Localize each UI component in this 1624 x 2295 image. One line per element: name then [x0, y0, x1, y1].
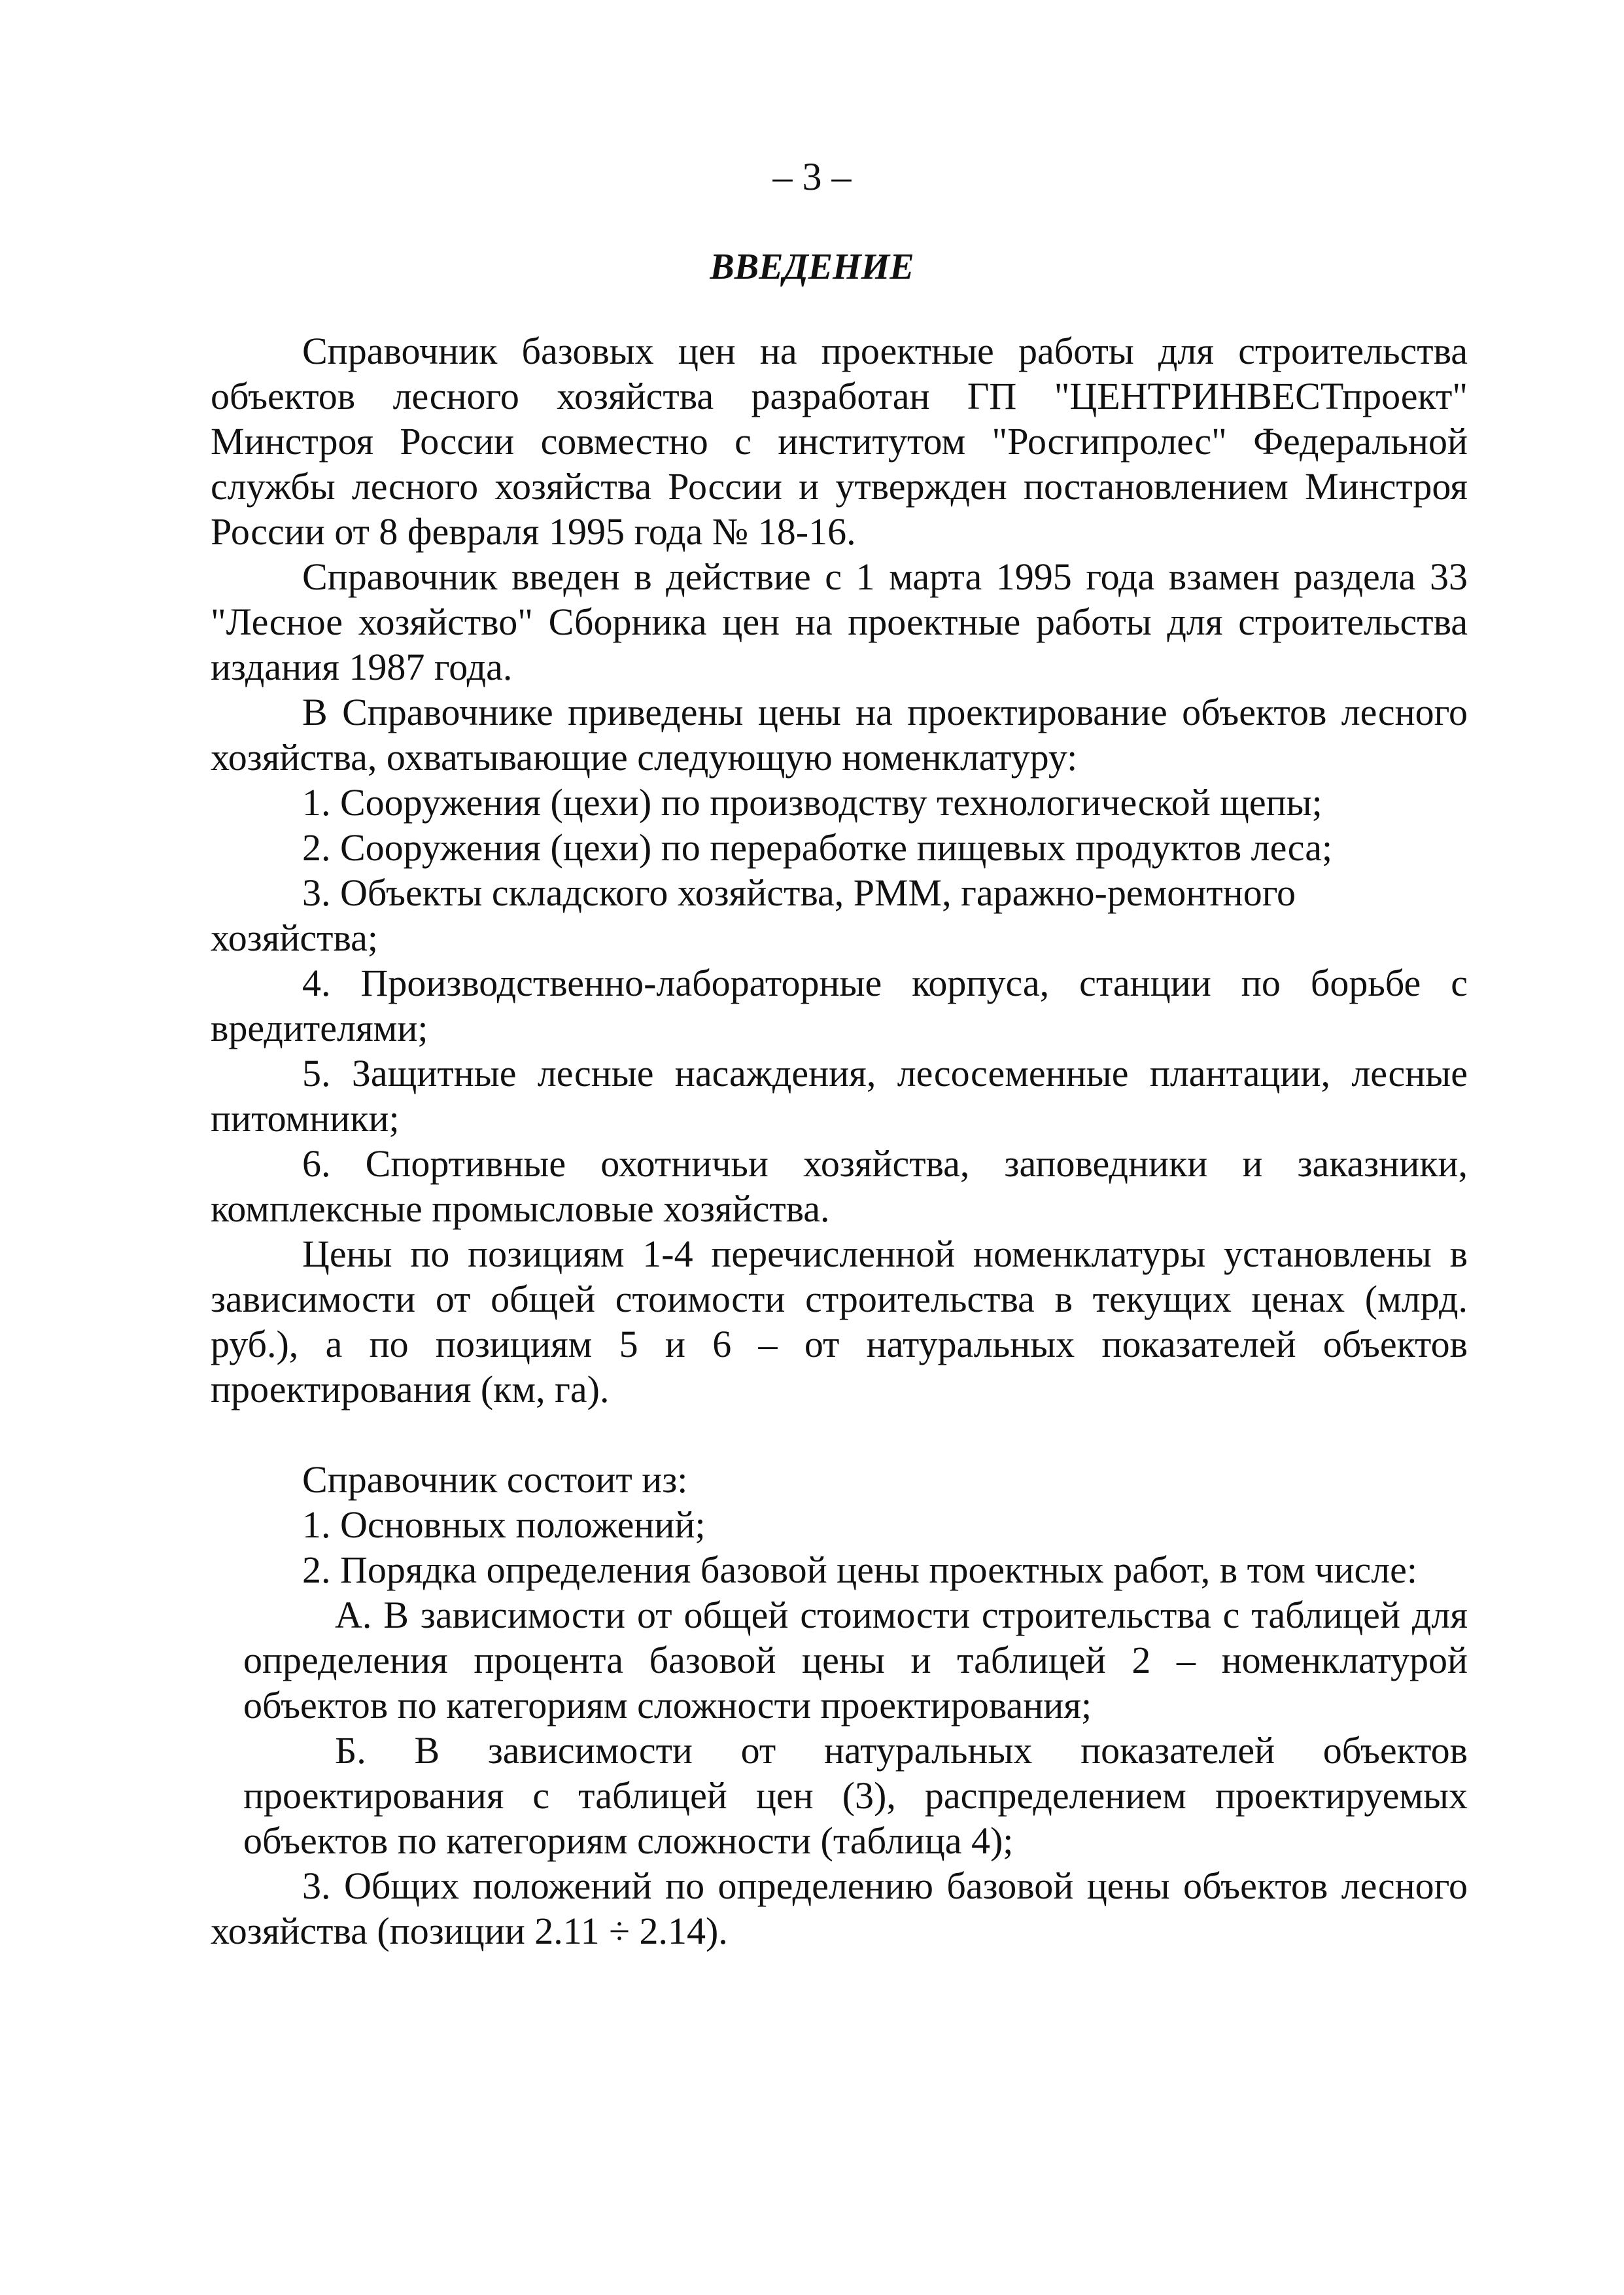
nomenclature-item-1: 1. Сооружения (цехи) по производству технологической щепы;: [302, 781, 1322, 824]
paragraph-approval: Справочник базовых цен на проектные работы для строительства объектов лесного хозяйства разработан ГП "ЦЕНТРИНВЕСТпроект" Минстроя России совместно с институтом "Росгипролес" Федеральной службы лесного хозяйства России и утвержден постановлением Минстроя России от 8 февраля 1995 года № 18-16.: [211, 330, 1468, 553]
document-body: [211, 328, 1468, 1953]
structure-subitem-b: Б. В зависимости от натуральных показателей объектов проектирования с таблицей цен (3), распределением проектируемых объектов по категориям сложности (таблица 4);: [243, 1729, 1468, 1862]
section-title: ВВЕДЕНИЕ: [710, 247, 914, 287]
nomenclature-item-3: 3. Объекты складского хозяйства, РММ, гаражно-ремонтного хозяйства;: [211, 871, 1296, 959]
paragraph-prices-note: Цены по позициям 1-4 перечисленной номенклатуры установлены в зависимости от общей стоимости строительства в текущих ценах (млрд. руб.), а по позициям 5 и 6 – от натуральных показателей объектов проектирования (км, га).: [211, 1233, 1468, 1410]
nomenclature-item-5: 5. Защитные лесные насаждения, лесосеменные плантации, лесные питомники;: [211, 1052, 1468, 1140]
structure-item-2: 2. Порядка определения базовой цены проектных работ, в том числе:: [302, 1549, 1418, 1591]
paragraph-nomenclature-intro: В Справочнике приведены цены на проектирование объектов лесного хозяйства, охватывающие следующую номенклатуру:: [211, 691, 1468, 779]
structure-item-1: 1. Основных положений;: [302, 1503, 706, 1546]
structure-item-3: 3. Общих положений по определению базовой цены объектов лесного хозяйства (позиции 2.11 ÷ 2.14).: [211, 1865, 1468, 1952]
nomenclature-item-2: 2. Сооружения (цехи) по переработке пищевых продуктов леса;: [302, 826, 1333, 869]
nomenclature-item-4: 4. Производственно-лабораторные корпуса, станции по борьбе с вредителями;: [211, 962, 1468, 1049]
nomenclature-item-6: 6. Спортивные охотничьи хозяйства, заповедники и заказники, комплексные промысловые хозяйства.: [211, 1142, 1468, 1230]
structure-intro: Справочник состоит из:: [302, 1458, 688, 1501]
paragraph-effective-date: Справочник введен в действие с 1 марта 1995 года взамен раздела 33 "Лесное хозяйство" Сборника цен на проектные работы для строительства издания 1987 года.: [211, 555, 1468, 688]
page-number: – 3 –: [772, 155, 852, 198]
structure-subitem-a: А. В зависимости от общей стоимости строительства с таблицей для определения процента базовой цены и таблицей 2 – номенклатурой объектов по категориям сложности проектирования;: [243, 1594, 1468, 1726]
